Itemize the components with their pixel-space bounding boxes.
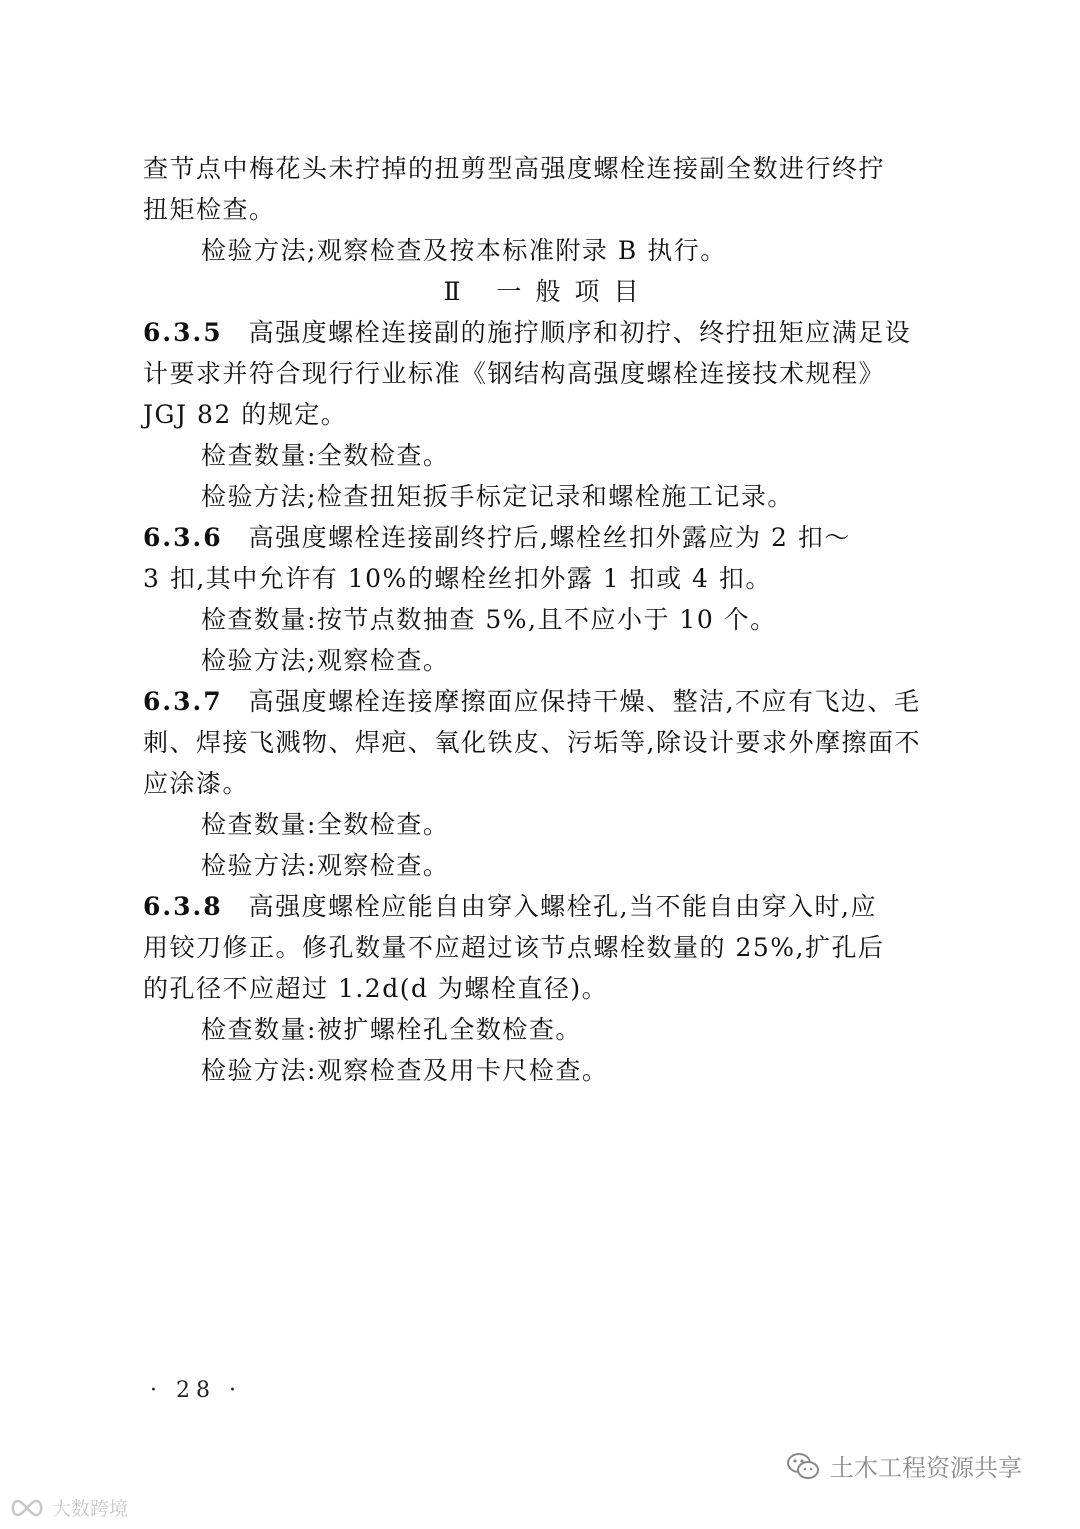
text-line: 应涂漆。 <box>143 769 250 798</box>
text-line: 的孔径不应超过 1.2d(d 为螺栓直径)。 <box>143 974 609 1003</box>
text-line: 刺、焊接飞溅物、焊疤、氧化铁皮、污垢等,除设计要求外摩擦面不 <box>143 728 921 757</box>
text-line: 计要求并符合现行行业标准《钢结构高强度螺栓连接技术规程》 <box>143 359 886 388</box>
text-line: 用铰刀修正。修孔数量不应超过该节点螺栓数量的 25%,扩孔后 <box>143 933 885 962</box>
watermark-right-text: 土木工程资源共享 <box>830 1454 1022 1482</box>
clause-6-3-7: 6.3.7 高强度螺栓连接摩擦面应保持干燥、整洁,不应有飞边、毛 <box>143 687 921 716</box>
inspection-method-line: 检验方法:观察检查及用卡尺检查。 <box>201 1056 609 1085</box>
inspection-quantity-line: 检查数量:全数检查。 <box>201 441 450 470</box>
clause-6-3-6: 6.3.6 高强度螺栓连接副终拧后,螺栓丝扣外露应为 2 扣～ <box>143 523 851 552</box>
clause-number: 6.3.5 <box>143 318 223 347</box>
text-line: 扭矩检查。 <box>143 195 276 224</box>
inspection-quantity-line: 检查数量:按节点数抽查 5%,且不应小于 10 个。 <box>201 605 777 634</box>
clause-6-3-5: 6.3.5 高强度螺栓连接副的施拧顺序和初拧、终拧扭矩应满足设 <box>143 318 912 347</box>
watermark-right <box>786 1448 1022 1483</box>
inspection-method-line: 检验方法;观察检查。 <box>201 646 450 675</box>
text-line: 3 扣,其中允许有 10%的螺栓丝扣外露 1 扣或 4 扣。 <box>143 564 772 593</box>
section-heading: Ⅱ 一般项目 <box>443 277 653 306</box>
inspection-quantity-line: 检查数量:被扩螺栓孔全数检查。 <box>201 1015 582 1044</box>
inspection-method-line: 检验方法;检查扭矩扳手标定记录和螺栓施工记录。 <box>201 482 794 511</box>
clause-number: 6.3.8 <box>143 892 223 921</box>
clause-number: 6.3.6 <box>143 523 223 552</box>
clause-6-3-8: 6.3.8 高强度螺栓应能自由穿入螺栓孔,当不能自由穿入时,应 <box>143 892 877 921</box>
text-body <box>143 148 933 1091</box>
watermark-left <box>8 1494 128 1521</box>
wechat-icon <box>786 1451 820 1481</box>
inspection-quantity-line: 检查数量:全数检查。 <box>201 810 450 839</box>
text-line: 查节点中梅花头未拧掉的扭剪型高强度螺栓连接副全数进行终拧 <box>143 154 886 183</box>
inspection-method-line: 检验方法;观察检查及按本标准附录 B 执行。 <box>201 236 727 265</box>
text-line: JGJ 82 的规定。 <box>143 400 348 429</box>
clause-number: 6.3.7 <box>143 687 223 716</box>
infinity-logo-icon <box>8 1497 46 1519</box>
watermark-left-text: 大数跨境 <box>52 1498 129 1520</box>
page-number: · 28 · <box>150 1378 242 1403</box>
inspection-method-line: 检验方法:观察检查。 <box>201 851 450 880</box>
